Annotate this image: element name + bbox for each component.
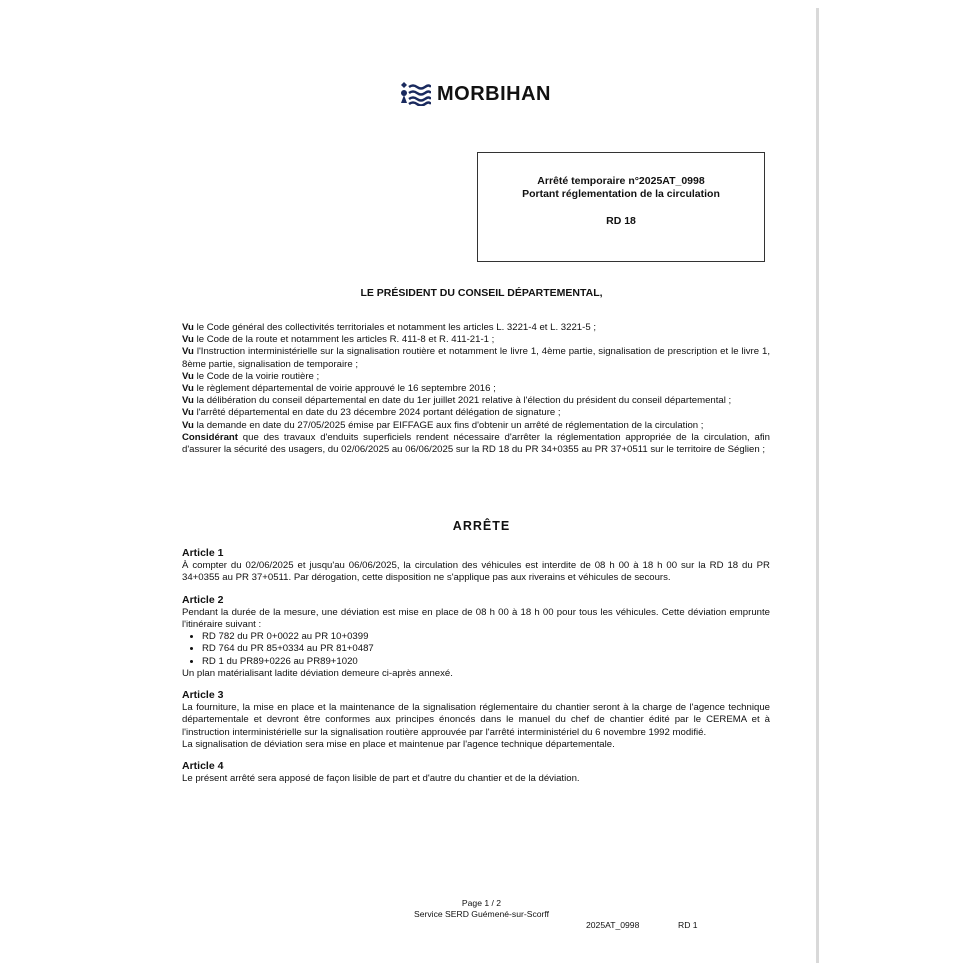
article-1 <box>182 547 770 585</box>
recital-item: Vu le règlement départemental de voirie approuvé le 16 septembre 2016 ; <box>182 383 496 395</box>
list-item: • RD 1 du PR89+0226 au PR89+1020 <box>202 656 770 668</box>
decree-title-box <box>477 152 765 262</box>
articles <box>182 547 770 794</box>
article-text: Le présent arrêté sera apposé de façon lisible de part et d'autre du chantier et de la déviation. <box>182 773 580 785</box>
article-2 <box>182 594 770 680</box>
article-text: Pendant la durée de la mesure, une déviation est mise en place de 08 h 00 à 18 h 00 pour tous les véhicules. Cette déviation emprunte l'itinéraire suivant : <box>182 606 770 631</box>
recital-item: Vu le Code général des collectivités territoriales et notamment les articles L. 3221-4 et L. 3221-5 ; <box>182 322 596 333</box>
article-4 <box>182 760 770 785</box>
page-footer <box>0 898 963 920</box>
list-item: • RD 782 du PR 0+0022 au PR 10+0399 <box>202 631 770 643</box>
article-3 <box>182 689 770 751</box>
detour-list <box>182 631 770 668</box>
ermine-waves-icon <box>395 82 431 106</box>
logo-text: MORBIHAN <box>437 82 551 105</box>
decree-number: Arrêté temporaire n°2025AT_0998 <box>537 175 705 187</box>
article-title: Article 1 <box>182 547 224 559</box>
article-text: La signalisation de déviation sera mise en place et maintenue par l'agence technique départementale. <box>182 738 615 750</box>
article-text: À compter du 02/06/2025 et jusqu'au 06/06/2025, la circulation des véhicules est interdite de 08 h 00 à 18 h 00 sur la RD 18 du PR 34+0355 au PR 37+0511. Par dérogation, cette disposition ne s'applique pas aux riverains et véhicules de secours. <box>182 560 770 584</box>
recital-item: Vu l'Instruction interministérielle sur la signalisation routière et notamment le livre 1, 4ème partie, signalisation de prescription et le livre 1, 8ème partie, signalisation de temporaire ; <box>182 346 770 370</box>
article-title: Article 2 <box>182 593 224 606</box>
decree-subject: Portant réglementation de la circulation <box>522 188 720 200</box>
president-heading: LE PRÉSIDENT DU CONSEIL DÉPARTEMENTAL, <box>360 287 603 299</box>
page-edge <box>816 8 819 963</box>
recitals <box>182 322 770 456</box>
recital-item: Vu le Code de la voirie routière ; <box>182 370 320 382</box>
footer-reference: 2025AT_0998 <box>586 920 640 930</box>
page-number: Page 1 / 2 <box>461 898 502 908</box>
article-text: Un plan matérialisant ladite déviation demeure ci-après annexé. <box>182 667 453 679</box>
article-text: La fourniture, la mise en place et la maintenance de la signalisation réglementaire du chantier seront à la charge de l'agence technique départementale et devront être conformes aux principes énoncés dans le manuel du chef de chantier édité par le CEREMA et à l'instruction interministérielle sur la signalisation routière approuvée par l'arrêté interministériel du 6 novembre 1992 modifié. <box>182 702 770 738</box>
article-title: Article 4 <box>182 760 224 773</box>
recital-item: Vu la demande en date du 27/05/2025 émise par EIFFAGE aux fins d'obtenir un arrêté de réglementation de la circulation ; <box>182 419 704 431</box>
list-item: • RD 764 du PR 85+0334 au PR 81+0487 <box>202 643 770 655</box>
article-title: Article 3 <box>182 689 224 702</box>
morbihan-logo <box>395 82 551 106</box>
service-name: Service SERD Guémené-sur-Scorff <box>414 909 549 919</box>
recital-considerant: Considérant que des travaux d'enduits superficiels rendent nécessaire d'arrêter la réglementation appropriée de la circulation, afin d'assurer la sécurité des usagers, du 02/06/2025 au 06/06/2025 sur la RD 18 du PR 34+0355 au PR 37+0511 sur le territoire de Séglien ; <box>182 431 770 456</box>
recital-item: Vu la délibération du conseil départemental en date du 1er juillet 2021 relative à l'élection du président du conseil départemental ; <box>182 395 732 407</box>
arrete-heading: ARRÊTE <box>452 519 511 533</box>
recital-item: Vu l'arrêté départemental en date du 23 décembre 2024 portant délégation de signature ; <box>182 407 561 419</box>
footer-road: RD 1 <box>678 920 698 930</box>
recital-item: Vu le Code de la route et notamment les articles R. 411-8 et R. 411-21-1 ; <box>182 334 495 346</box>
decree-road: RD 18 <box>606 215 636 227</box>
